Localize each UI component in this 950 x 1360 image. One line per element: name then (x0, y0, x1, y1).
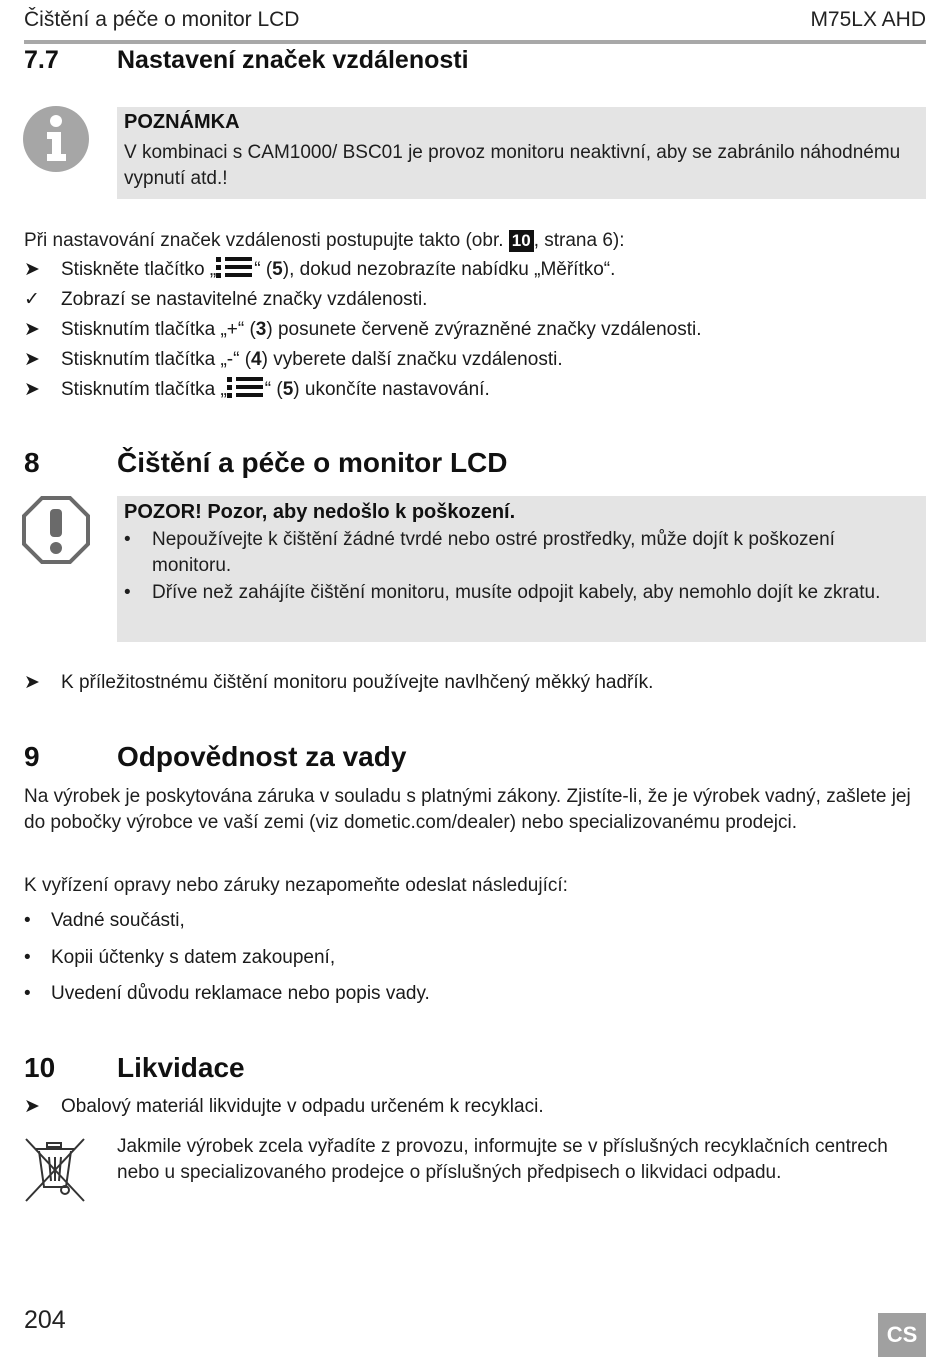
step-text: ), dokud nezobrazíte nabídku „Měřítko“. (282, 259, 616, 280)
step-text: ) posunete červeně zvýrazněné značky vzdálenosti. (266, 319, 702, 340)
list-item-text: Uvedení důvodu reklamace nebo popis vady. (51, 983, 430, 1004)
menu-list-icon (216, 256, 254, 278)
step-text: Zobrazí se nastavitelné značky vzdálenosti. (61, 289, 428, 310)
step-number: 3 (255, 319, 267, 340)
list-item-text: Vadné součásti, (51, 910, 185, 931)
menu-list-icon (227, 376, 265, 398)
step-text: Stiskněte tlačítko „ (61, 259, 217, 280)
section-10-number: 10 (24, 1052, 56, 1083)
arrow-icon: ➤ (24, 349, 40, 370)
step-text: ) vyberete další značku vzdálenosti. (261, 349, 563, 370)
running-header-left: Čištění a péče o monitor LCD (24, 8, 300, 31)
figure-reference-badge: 10 (509, 230, 534, 252)
note-text: V kombinaci s CAM1000/ BSC01 je provoz monitoru neaktivní, aby se zabránilo náhodnému vypnutí atd.! (124, 142, 901, 189)
warning-icon (21, 495, 91, 565)
section-7-7-number: 7.7 (24, 46, 59, 74)
section-8-title: Čištění a péče o monitor LCD (117, 447, 508, 478)
warning-title: POZOR! Pozor, aby nedošlo k poškození. (124, 501, 516, 523)
list-item: • Kopii účtenky s datem zakoupení, (24, 947, 336, 968)
arrow-icon: ➤ (24, 259, 40, 280)
crossed-bin-icon (22, 1137, 88, 1203)
warning-bullet: • Dříve než zahájíte čištění monitoru, musíte odpojit kabely, aby nemohlo dojít ke zkratu. (124, 580, 919, 606)
page-number: 204 (24, 1306, 66, 1334)
step-item (24, 375, 490, 405)
step-text: Stisknutím tlačítka „-“ ( (61, 349, 252, 370)
step-item (24, 255, 615, 285)
arrow-icon: ➤ (24, 379, 40, 400)
warning-bullet-text: Nepoužívejte k čištění žádné tvrdé nebo ostré prostředky, může dojít k poškození monitoru. (152, 529, 835, 576)
warranty-paragraph-2: K vyřízení opravy nebo záruky nezapomeňte odeslat následující: (24, 875, 568, 896)
step-item (24, 345, 563, 375)
step-text: Obalový materiál likvidujte v odpadu určeném k recyklaci. (61, 1096, 544, 1117)
section-7-7-title: Nastavení značek vzdálenosti (117, 46, 469, 74)
warranty-paragraph: Na výrobek je poskytována záruka v souladu s platnými zákony. Zjistíte-li, že je výrobek vadný, zašlete jej do pobočky výrobce ve vaší zemi (viz dometic.com/dealer) nebo specializovanému prodejci. (24, 786, 911, 833)
step-item (24, 315, 702, 345)
step-text: K příležitostnému čištění monitoru používejte navlhčený měkký hadřík. (61, 672, 654, 693)
warning-bullet-text: Dříve než zahájíte čištění monitoru, musíte odpojit kabely, aby nemohlo dojít ke zkratu. (152, 582, 881, 603)
checkmark-icon: ✓ (24, 289, 40, 310)
header-rule (24, 40, 926, 44)
section-10-title: Likvidace (117, 1052, 245, 1083)
list-item-text: Kopii účtenky s datem zakoupení, (51, 947, 336, 968)
language-badge: CS (878, 1313, 926, 1357)
info-icon (22, 105, 90, 173)
arrow-icon: ➤ (24, 672, 40, 693)
step-text: ) ukončíte nastavování. (293, 379, 490, 400)
step-text: “ ( (254, 259, 273, 280)
list-item: • Vadné součásti, (24, 910, 185, 931)
section-7-7-intro (24, 228, 625, 254)
warning-bullet: • Nepoužívejte k čištění žádné tvrdé nebo ostré prostředky, může dojít k poškození monitoru. (124, 527, 919, 579)
step-item (24, 668, 653, 698)
step-number: 5 (272, 259, 283, 280)
result-item (24, 285, 427, 315)
intro-text: Při nastavování značek vzdálenosti postupujte takto (obr. (24, 230, 504, 251)
section-8-number: 8 (24, 447, 40, 478)
note-title: POZNÁMKA (124, 111, 240, 133)
step-text: “ ( (264, 379, 283, 400)
section-9-title: Odpovědnost za vady (117, 741, 407, 772)
arrow-icon: ➤ (24, 319, 40, 340)
intro-text-after: , strana 6): (533, 230, 625, 251)
disposal-paragraph: Jakmile výrobek zcela vyřadíte z provozu, informujte se v příslušných recyklačních centrech nebo u specializovaného prodejce o příslušných předpisech o likvidaci odpadu. (117, 1136, 888, 1183)
list-item: • Uvedení důvodu reklamace nebo popis vady. (24, 983, 430, 1004)
step-number: 5 (282, 379, 294, 400)
step-text: Stisknutím tlačítka „ (61, 379, 227, 400)
step-text: Stisknutím tlačítka „+“ ( (61, 319, 256, 340)
warning-box (117, 496, 926, 642)
note-box (117, 107, 926, 199)
step-item (24, 1092, 544, 1122)
section-9-number: 9 (24, 741, 40, 772)
step-number: 4 (251, 349, 262, 370)
running-header-right: M75LX AHD (810, 8, 926, 31)
arrow-icon: ➤ (24, 1096, 40, 1117)
